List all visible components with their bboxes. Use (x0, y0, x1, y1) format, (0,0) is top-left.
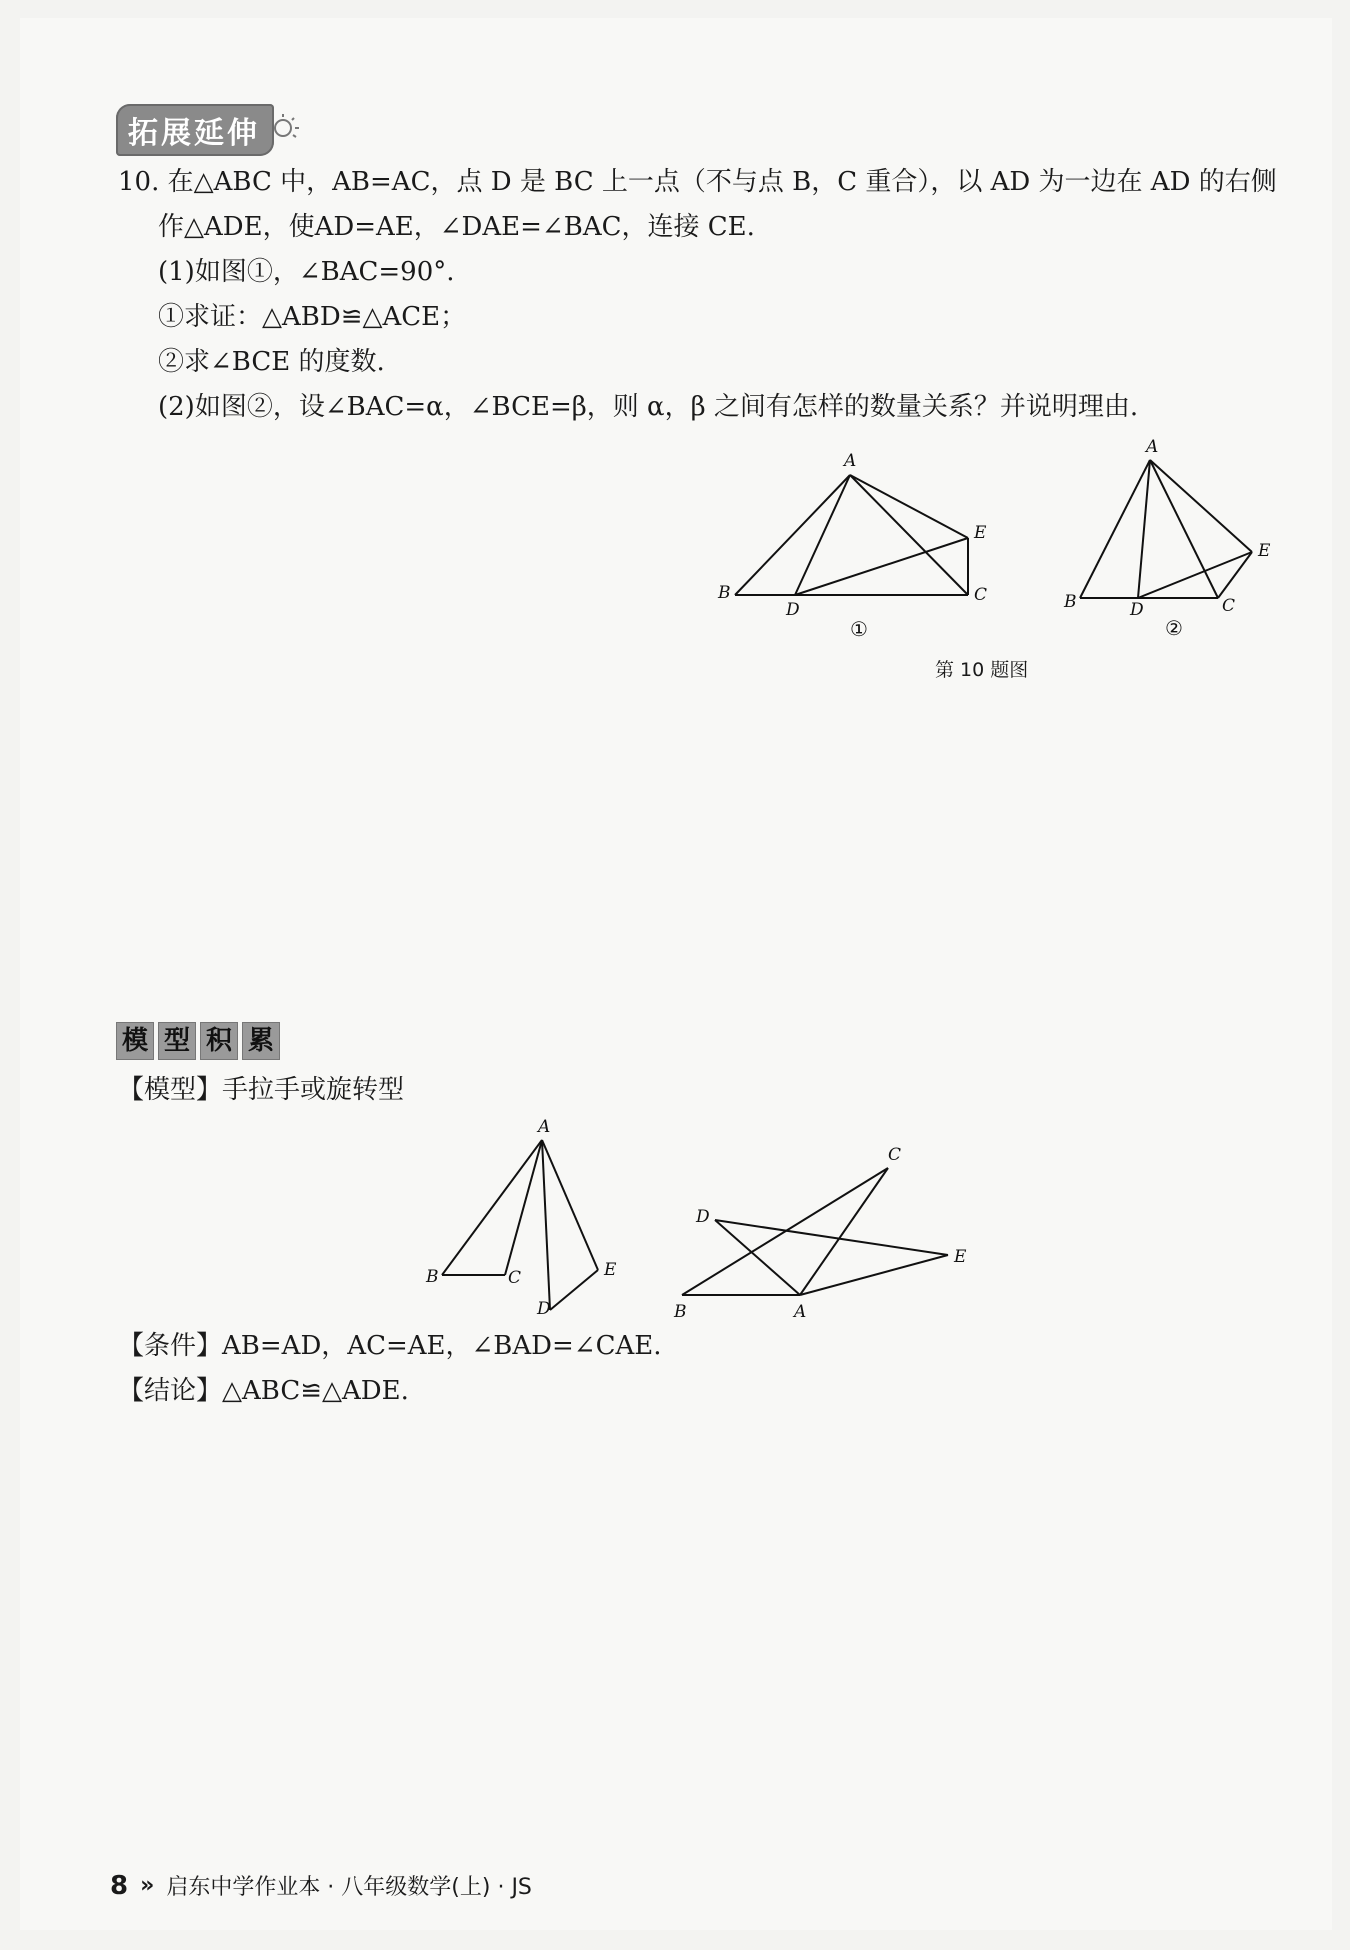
model-title-char-4: 累 (242, 1022, 280, 1060)
fig2-label-b: B (1064, 592, 1077, 612)
model1-label-b: B (426, 1267, 439, 1287)
section-title: 拓展延伸 (116, 104, 274, 156)
book-title: 启东中学作业本 · 八年级数学(上) · JS (166, 1875, 532, 1900)
model-title-char-1: 模 (116, 1022, 154, 1060)
fig2-number: ② (1165, 616, 1183, 640)
fig1-label-b: B (718, 583, 731, 603)
problem-part-2: (2)如图②，设∠BAC=α，∠BCE=β，则 α，β 之间有怎样的数量关系？并说明理由. (158, 392, 1139, 422)
page-footer (110, 1870, 532, 1901)
model-condition: 【条件】AB=AD，AC=AE，∠BAD=∠CAE. (118, 1331, 662, 1361)
problem-line-2: 作△ADE，使AD=AE，∠DAE=∠BAC，连接 CE. (158, 212, 755, 242)
fig2-label-e: E (1258, 541, 1271, 561)
fig2-label-a: A (1146, 437, 1159, 457)
model1-label-a: A (538, 1117, 551, 1137)
problem-part-1-b: ②求∠BCE 的度数. (158, 347, 385, 377)
figure-1 (700, 440, 1020, 650)
fig2-label-d: D (1130, 600, 1144, 620)
model-figure-2 (660, 1130, 980, 1330)
page-number: 8 (110, 1870, 129, 1901)
model1-label-e: E (604, 1260, 617, 1280)
section-header (116, 104, 302, 156)
model-figure-1 (420, 1110, 640, 1330)
fig1-label-e: E (974, 523, 987, 543)
model2-label-d: D (696, 1207, 710, 1227)
double-arrow-icon: » (140, 1873, 155, 1898)
model-section-title (116, 1022, 280, 1060)
model-title-char-3: 积 (200, 1022, 238, 1060)
model2-label-e: E (954, 1247, 967, 1267)
figure-caption: 第 10 题图 (935, 659, 1029, 681)
fig1-label-a: A (844, 451, 857, 471)
fig1-label-c: C (974, 585, 988, 605)
model-conclusion: 【结论】△ABC≌△ADE. (118, 1376, 409, 1406)
model-title-char-2: 型 (158, 1022, 196, 1060)
problem-part-1: (1)如图①，∠BAC=90°. (158, 257, 455, 287)
model2-label-b: B (674, 1302, 687, 1322)
model1-label-d: D (537, 1299, 551, 1319)
problem-line-1: 10. 在△ABC 中，AB=AC，点 D 是 BC 上一点（不与点 B，C 重合），以 AD 为一边在 AD 的右侧 (118, 167, 1277, 197)
fig1-number: ① (850, 617, 868, 641)
model2-label-a: A (794, 1302, 807, 1322)
lightbulb-icon (268, 110, 302, 144)
figure-2 (1050, 430, 1290, 650)
problem-part-1-a: ①求证：△ABD≌△ACE； (158, 302, 467, 332)
model-type: 【模型】手拉手或旋转型 (118, 1075, 405, 1105)
model1-label-c: C (508, 1268, 522, 1288)
fig2-label-c: C (1222, 596, 1236, 616)
model2-label-c: C (888, 1145, 902, 1165)
fig1-label-d: D (786, 600, 800, 620)
